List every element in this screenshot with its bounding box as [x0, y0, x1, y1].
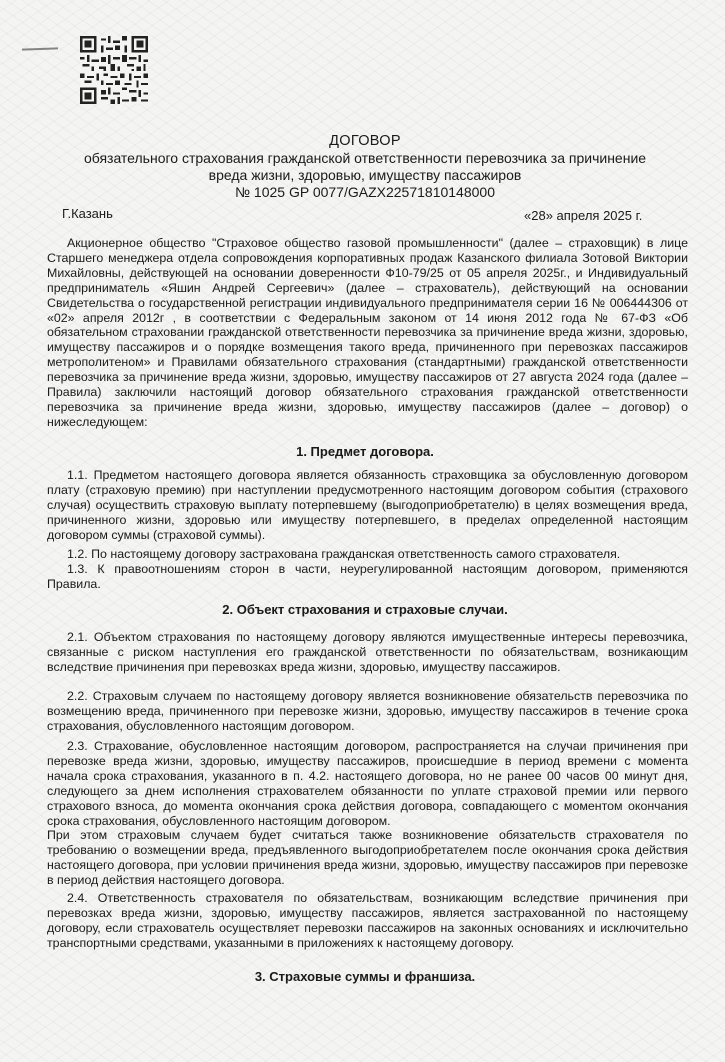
clause-2-3: 2.3. Страхование, обусловленное настоящим договором, распространяется на случаи причинения при перевозке вреда жизни, здоровью, имуществу пассажиров, происшедшие в период времени с момента начала срока страхования, указанного в п. 4.2. настоящего договора, но не ранее 00 часов 00 минут дня, следующего за днем исполнения страхователем обязанности по уплате страховой премии или первого страхового взноса, до момента окончания срока действия договора, совпадающего с моментом окончания срока страхования, обусловленного настоящим договором.: [47, 739, 688, 828]
clause-2-1: 2.1. Объектом страхования по настоящему договору являются имущественные интересы перевозчика, связанные с риском наступления его гражданской ответственности по обязательствам, возникающим вследствие причинения при перевозках вреда жизни, здоровью, имуществу пассажиров.: [47, 630, 688, 674]
document-subtitle-line-2: вреда жизни, здоровью, имуществу пассажиров: [208, 167, 522, 183]
clause-2-4: 2.4. Ответственность страхователя по обязательствам, возникающим вследствие причинения при перевозках вреда жизни, здоровью, имуществу пассажиров, является застрахованной по настоящему договору, если страхователь осуществляет перевозки пассажиров на законных основаниях и исключительно транспортными средствами, указанными в приложениях к настоящему договору.: [47, 891, 688, 950]
clause-2-3-continuation: При этом страховым случаем будет считаться также возникновение обязательств страхователя по требованию о возмещении вреда, предъявленного выгодоприобретателем после окончания срока действия настоящего договора, при условии причинения вреда жизни, здоровью, имуществу пассажиров при перевозке в период действия настоящего договора.: [47, 828, 688, 887]
qr-code-icon: [80, 36, 148, 104]
intro-paragraph: Акционерное общество "Страховое общество газовой промышленности" (далее – страховщик) в лице Старшего менеджера отдела сопровождения корпоративных продаж Казанского филиала Зотовой Виктории Михайловны, действующей на основании доверенности Ф10-79/25 от 05 апреля 2025г., и Индивидуальный предприниматель «Яшин Андрей Сергеевич» (далее – страхователь), действующий на основании Свидетельства о государственной регистрации индивидуального предпринимателя серии 16 № 006444306 от «02» апреля 2012г , в соответствии с Федеральным законом от 14 июня 2012 года № 67-ФЗ «Об обязательном страховании гражданской ответственности перевозчика за причинение вреда жизни, здоровью, имуществу пассажиров и о порядке возмещения такого вреда, причиненного при перевозках пассажиров метрополитеном» и Правилами обязательного страхования (стандартными) гражданской ответственности перевозчика за причинение вреда жизни, здоровью, имуществу пассажиров от 27 августа 2024 года (далее – Правила) заключили настоящий договор обязательного страхования гражданской ответственности перевозчика за причинение вреда жизни, здоровью, имуществу пассажиров (далее – договор) о нижеследующем:: [47, 236, 688, 429]
section-title-1: 1. Предмет договора.: [296, 444, 434, 459]
clause-1-3: 1.3. К правоотношениям сторон в части, неурегулированной настоящим договором, применяются Правила.: [47, 562, 688, 591]
clause-1-1: 1.1. Предметом настоящего договора является обязанность страховщика за обусловленную договором плату (страховую премию) при наступлении предусмотренного настоящим договором события (страхового случая) осуществить страховую выплату потерпевшему (выгодоприобретателю) в целях возмещения вреда, причиненного жизни, здоровью или имуществу потерпевшего, в пределах определенной настоящим договором суммы (страховой суммы).: [47, 468, 688, 542]
section-title-2: 2. Объект страхования и страховые случаи.: [222, 602, 508, 617]
clause-2-2: 2.2. Страховым случаем по настоящему договору является возникновение обязательств перевозчика по возмещению вреда, причиненного при перевозке жизни, здоровью, имуществу пассажиров в течение срока страхования, обусловленного настоящим договором.: [47, 689, 688, 733]
document-title: ДОГОВОР: [329, 133, 401, 149]
contract-place: Г.Казань: [62, 206, 113, 221]
contract-date: «28» апреля 2025 г.: [524, 208, 643, 223]
scan-mark: [22, 47, 58, 50]
contract-number: № 1025 GP 0077/GAZX22571810148000: [235, 184, 495, 200]
section-title-3: 3. Страховые суммы и франшиза.: [254, 969, 476, 984]
document-subtitle-line-1: обязательного страхования гражданской ответственности перевозчика за причинение: [83, 150, 647, 166]
clause-1-2: 1.2. По настоящему договору застрахована гражданская ответственность самого страхователя.: [67, 547, 621, 561]
